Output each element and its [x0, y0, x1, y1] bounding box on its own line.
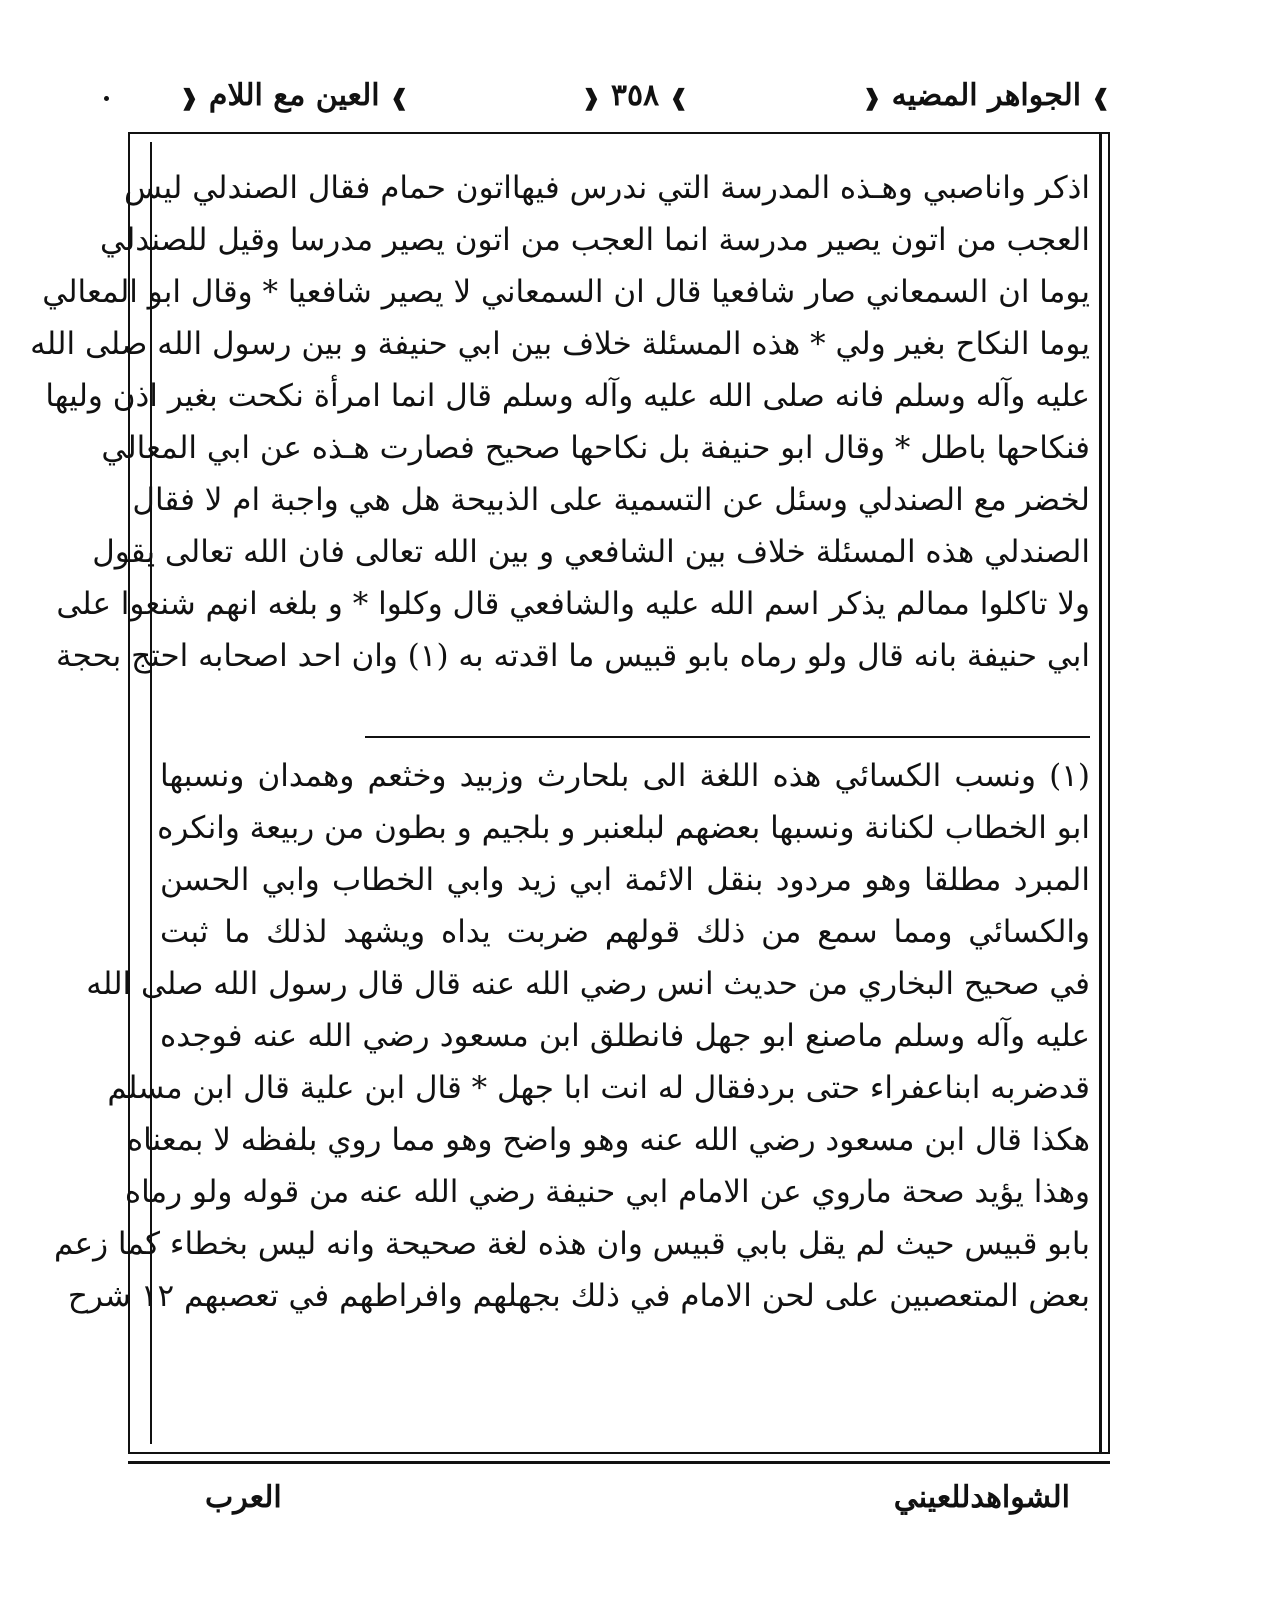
text-line: الصندلي هذه المسئلة خلاف بين الشافعي و بين الله تعالى فان الله تعالى يقول [92, 534, 1090, 570]
footer-continuation-right: الشواهدللعيني [893, 1480, 1070, 1515]
footnote-line: هكذا قال ابن مسعود رضي الله عنه وهو واضح وهو مما روي بلفظه لا بمعناه [126, 1122, 1090, 1158]
section-title: ❱ العين مع اللام ❰ [180, 78, 409, 113]
text-line: يوما النكاح بغير ولي * هذه المسئلة خلاف بين ابي حنيفة و بين رسول الله صلى الله [30, 326, 1090, 362]
text-line: لخضر مع الصندلي وسئل عن التسمية على الذبيحة هل هي واجبة ام لا فقال [132, 482, 1090, 518]
footnote-line: عليه وآله وسلم ماصنع ابو جهل فانطلق ابن مسعود رضي الله عنه فوجده [160, 1018, 1090, 1054]
text-line: اذكر واناصبي وهـذه المدرسة التي ندرس فيهااتون حمام فقال الصندلي ليس [124, 170, 1090, 206]
section-name: العين مع اللام [208, 78, 380, 113]
footnote-line: ابو الخطاب لكنانة ونسبها بعضهم لبلعنبر و بلجيم و بطون من ربيعة وانكره [157, 810, 1090, 846]
frame-right-outer-rule [1108, 132, 1110, 1454]
text-line: ولا تاكلوا ممالم يذكر اسم الله عليه والشافعي قال وكلوا * و بلغه انهم شنعوا على [56, 586, 1090, 622]
frame-bottom-rule-thick [128, 1461, 1110, 1464]
footnote-line: قدضربه ابناعفراء حتى بردفقال له انت ابا جهل * قال ابن علية قال ابن مسلم [107, 1070, 1090, 1106]
footnote-line: بعض المتعصبين على لحن الامام في ذلك بجهلهم وافراطهم في تعصبهم ١٢ شرح [67, 1278, 1090, 1314]
frame-right-rule [1099, 132, 1102, 1454]
text-line: فنكاحها باطل * وقال ابو حنيفة بل نكاحها صحيح فصارت هـذه عن ابي المعالي [101, 430, 1090, 466]
running-title: ❱ الجواهر المضيه ❰ [862, 78, 1110, 113]
footnote-separator [365, 736, 1090, 738]
frame-top-rule [128, 132, 1110, 134]
footnote-line: في صحيح البخاري من حديث انس رضي الله عنه قال قال رسول الله صلى الله [86, 966, 1090, 1002]
book-title: الجواهر المضيه [891, 78, 1082, 113]
text-line: يوما ان السمعاني صار شافعيا قال ان السمعاني لا يصير شافعيا * وقال ابو المعالي [42, 274, 1090, 310]
footnote-line: المبرد مطلقا وهو مردود بنقل الائمة ابي زيد وابي الخطاب وابي الحسن [160, 862, 1090, 898]
stray-dot [104, 96, 109, 101]
main-text [30, 162, 1090, 682]
page-header [160, 78, 1110, 122]
text-line: العجب من اتون يصير مدرسة انما العجب من اتون يصير مدرسا وقيل للصندلي [99, 222, 1090, 258]
footnote-line: والكسائي ومما سمع من ذلك قولهم ضربت يداه ويشهد لذلك ما ثبت [160, 914, 1090, 950]
text-line: عليه وآله وسلم فانه صلى الله عليه وآله وسلم قال انما امرأة نكحت بغير اذن وليها [45, 378, 1090, 414]
page-footer [160, 1480, 1090, 1524]
page-number: ٣٥٨ [610, 78, 660, 113]
page-number-block: ❱ ٣٥٨ ❰ [581, 78, 689, 113]
footer-catchword: العرب [205, 1480, 282, 1515]
text-line: ابي حنيفة بانه قال ولو رماه بابو قبيس ما اقدته به (١) وان احد اصحابه احتج بحجة [55, 638, 1090, 674]
footnote-line: وهذا يؤيد صحة ماروي عن الامام ابي حنيفة رضي الله عنه من قوله ولو رماه [124, 1174, 1090, 1210]
footnote-line: (١) ونسب الكسائي هذه اللغة الى بلحارث وزبيد وخثعم وهمدان ونسبها [160, 758, 1090, 794]
footnote-line: بابو قبيس حيث لم يقل بابي قبيس وان هذه لغة صحيحة وانه ليس بخطاء كما زعم [53, 1226, 1090, 1262]
frame-bottom-rule [128, 1452, 1110, 1454]
footnote-text [53, 750, 1090, 1322]
